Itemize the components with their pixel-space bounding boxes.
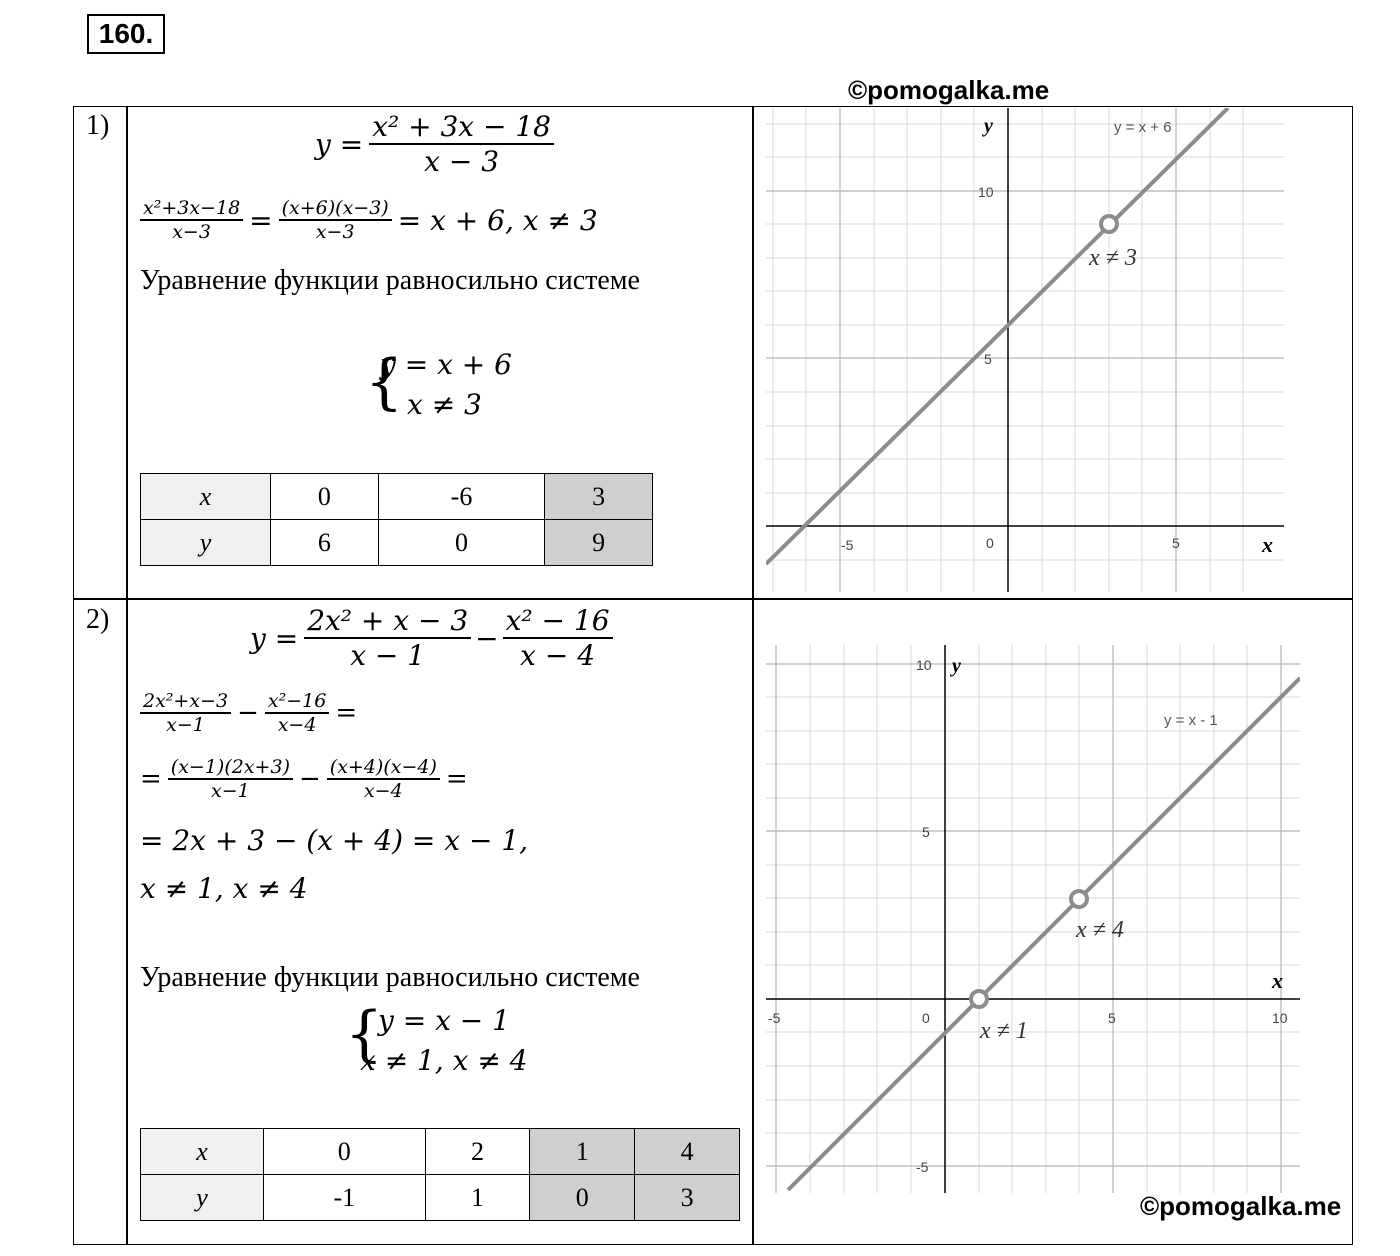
step-numerator: 2x²+x−3 <box>140 690 231 714</box>
part1-value-table <box>140 473 653 566</box>
tick-label: 0 <box>922 1010 930 1026</box>
tick-label: 5 <box>1172 535 1180 551</box>
part2-formula: y = $\frac{\text{2x² + x − 3}}{x - 1}$ − $\frac{\text{x² − 16}}{x - 4}$ <box>250 604 613 672</box>
table-row <box>141 520 653 566</box>
formula-fraction <box>369 110 554 178</box>
step-fraction <box>140 197 243 243</box>
system-line-2: x ≠ 3 <box>407 388 482 421</box>
table-row <box>141 474 653 520</box>
x-axis-label: x <box>1272 968 1283 993</box>
point-label: x ≠ 3 <box>1089 245 1137 271</box>
brace: { <box>365 347 404 417</box>
step-denominator: x−3 <box>315 221 355 243</box>
table-header-y: y <box>141 520 271 566</box>
formula-numerator: x² + 3x − 18 <box>369 110 554 145</box>
graph-line <box>766 108 1228 564</box>
step-denominator: x−4 <box>363 780 403 802</box>
point-label: x ≠ 4 <box>1076 917 1124 943</box>
formula-denominator: x − 4 <box>520 639 596 672</box>
tick-label: 10 <box>916 657 932 673</box>
tick-label: 5 <box>922 824 930 840</box>
table-cell-excluded: 9 <box>545 520 653 566</box>
formula-denominator: x − 3 <box>424 145 500 178</box>
step-denominator: x−1 <box>211 780 250 802</box>
step-denominator: x−3 <box>172 221 211 243</box>
formula-numerator: x² − 16 <box>503 604 613 639</box>
part1-formula <box>315 110 554 178</box>
grid <box>766 645 1300 1193</box>
table-row <box>141 1129 740 1175</box>
step-fraction <box>265 690 329 736</box>
step-numerator: (x+4)(x−4) <box>327 756 440 780</box>
step-numerator: (x+6)(x−3) <box>279 197 392 221</box>
part2-step1: $\frac{\text{2x²+x−3}}{x-1}$ − $\frac{\text{x²−16}}{x-4}$ = <box>140 690 357 736</box>
grid-major <box>766 645 1300 1193</box>
excluded-point <box>971 991 987 1007</box>
step-numerator: x²+3x−18 <box>140 197 243 221</box>
point-label: x ≠ 1 <box>980 1018 1028 1044</box>
part2-step3: = 2x + 3 − (x + 4) = x − 1, <box>140 824 529 857</box>
part2-step4: x ≠ 1, x ≠ 4 <box>140 872 308 905</box>
tick-label: 0 <box>986 535 994 551</box>
formula-lhs: y = <box>315 127 364 161</box>
step-fraction <box>168 756 293 802</box>
step-result: = x + 6, x ≠ 3 <box>397 203 598 237</box>
step-fraction <box>140 690 231 736</box>
table-cell-excluded: 0 <box>530 1175 635 1221</box>
column-divider <box>752 106 754 1244</box>
y-axis-label: y <box>952 655 961 677</box>
system-line-1: y = x + 6 <box>380 348 512 381</box>
part2-value-table <box>140 1128 740 1221</box>
brace: { <box>345 999 384 1069</box>
y-axis-label: y <box>984 115 993 137</box>
tick-label: 10 <box>1272 1010 1288 1026</box>
table-cell-excluded: 3 <box>545 474 653 520</box>
step-fraction <box>327 756 440 802</box>
step-fraction <box>279 197 392 243</box>
table-cell: -1 <box>264 1175 426 1221</box>
column-divider <box>126 106 128 1244</box>
line-label: y = x + 6 <box>1114 119 1172 136</box>
excluded-point <box>1071 891 1087 907</box>
step-denominator: x−4 <box>277 714 317 736</box>
table-header-x: x <box>141 474 271 520</box>
graph-line <box>788 678 1300 1190</box>
grid <box>766 108 1284 592</box>
table-cell: 0 <box>264 1129 426 1175</box>
table-header-x: x <box>141 1129 264 1175</box>
formula-lhs: y = <box>250 621 299 655</box>
part1-simplification: $\frac{\text{x²+3x−18}}{x-3}$ = $\frac{(x+6)(x-3)}{x-3}$ = x + 6, x ≠ 3 <box>140 197 598 243</box>
part2-label: 2) <box>86 604 110 635</box>
tick-label: -5 <box>768 1010 781 1026</box>
tick-label: -5 <box>841 537 854 553</box>
line-label: y = x - 1 <box>1164 712 1218 729</box>
step-denominator: x−1 <box>166 714 205 736</box>
step-numerator: x²−16 <box>265 690 329 714</box>
table-cell-excluded: 1 <box>530 1129 635 1175</box>
grid-major <box>766 108 1284 592</box>
tick-label: -5 <box>916 1159 929 1175</box>
system-line-1: y = x − 1 <box>378 1004 510 1037</box>
row-divider <box>73 598 1352 600</box>
table-cell: 6 <box>271 520 379 566</box>
formula-fraction <box>503 604 613 672</box>
tick-label: 10 <box>978 184 994 200</box>
formula-fraction <box>304 604 471 672</box>
part2-graph <box>766 645 1300 1193</box>
table-cell: 0 <box>378 520 544 566</box>
x-axis-label: x <box>1262 532 1273 557</box>
table-cell-excluded: 4 <box>635 1129 740 1175</box>
formula-numerator: 2x² + x − 3 <box>304 604 471 639</box>
watermark-top: ©pomogalka.me <box>848 75 1050 105</box>
step-numerator: (x−1)(2x+3) <box>168 756 293 780</box>
table-cell: 2 <box>425 1129 530 1175</box>
part2-text: Уравнение функции равносильно системе <box>140 962 640 993</box>
tick-label: 5 <box>1108 1010 1116 1026</box>
part1-label: 1) <box>86 110 110 141</box>
table-cell: -6 <box>378 474 544 520</box>
tick-label: 5 <box>984 351 992 367</box>
problem-number: 160. <box>87 14 165 54</box>
table-cell: 1 <box>425 1175 530 1221</box>
table-cell: 0 <box>271 474 379 520</box>
part1-text: Уравнение функции равносильно системе <box>140 265 640 296</box>
table-row <box>141 1175 740 1221</box>
table-cell-excluded: 3 <box>635 1175 740 1221</box>
excluded-point <box>1101 216 1117 232</box>
part2-step2: = $\frac{(x-1)(2x+3)}{x-1}$ − $\frac{(x+4)(x-4)}{x-4}$ = <box>140 756 468 802</box>
formula-denominator: x − 1 <box>350 639 426 672</box>
table-header-y: y <box>141 1175 264 1221</box>
watermark-bottom: ©pomogalka.me <box>1140 1191 1342 1221</box>
part1-graph <box>766 108 1286 594</box>
system-line-2: x ≠ 1, x ≠ 4 <box>360 1044 528 1077</box>
